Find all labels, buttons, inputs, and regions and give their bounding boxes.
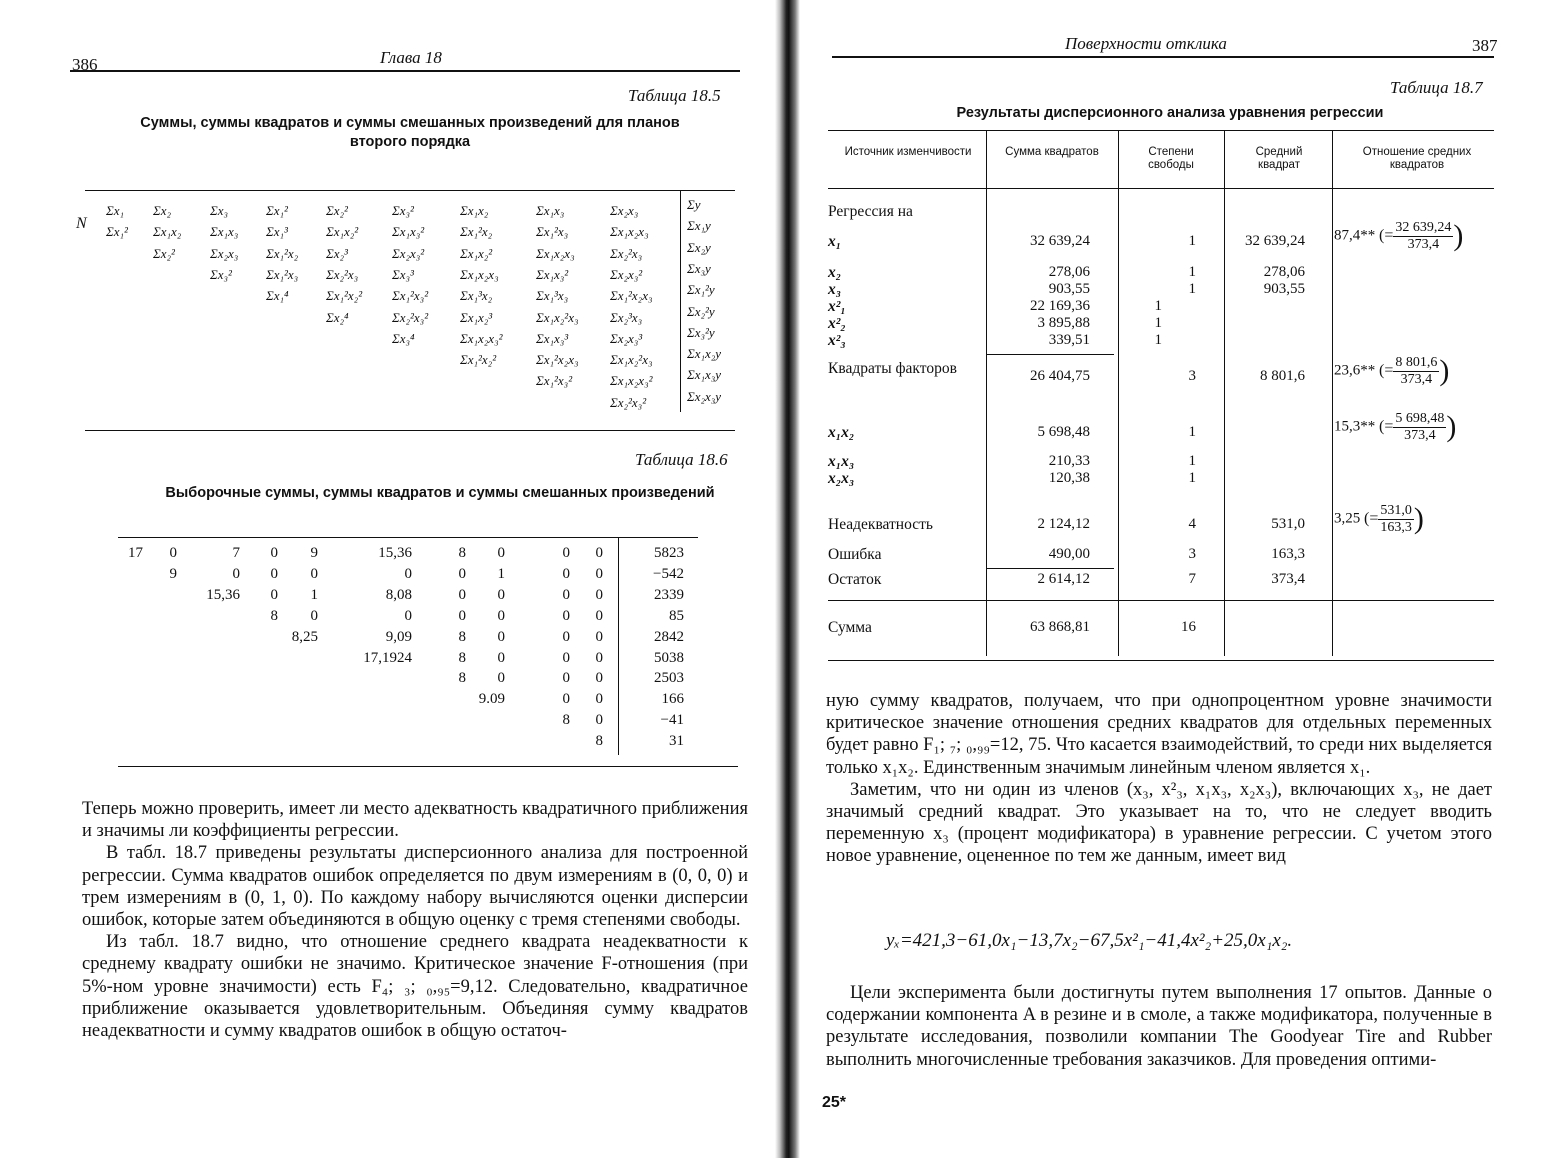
sample-cell: 15,36 — [206, 586, 240, 603]
table-18-7-title: Результаты дисперсионного анализа уравнения регрессии — [956, 105, 1384, 121]
sum-y-cell: Σy — [687, 197, 701, 212]
sample-cell: 0 — [458, 607, 466, 624]
sum-cell: Σx₁²x₂x₃ — [536, 352, 579, 368]
f-open-paren: (= — [1379, 362, 1394, 379]
f-denominator: 373,4 — [1400, 371, 1433, 387]
sum-cell: Σx₂² — [326, 203, 348, 218]
sample-cell: 17,1924 — [363, 649, 412, 666]
right-running-head: Поверхности отклика — [1065, 34, 1227, 53]
sum-cell: Σx₁x₃² — [392, 224, 425, 240]
table-18-5-title-line2: второго порядка — [349, 134, 471, 150]
sum-cell: Σx₁x₂²x₃ — [536, 309, 579, 325]
table-18-6-y-divider — [618, 537, 619, 755]
sum-cell: Σx₂x₃ — [210, 245, 239, 261]
sum-y-cell: Σx₁y — [687, 218, 711, 234]
sum-cell: Σx₃³ — [392, 266, 414, 282]
f-close-paren: ) — [1439, 354, 1450, 387]
sum-cell: Σx₁x₂x₃ — [536, 245, 575, 261]
anova-sum-squares: 32 639,24 — [1030, 233, 1090, 249]
sum-cell: Σx₃² — [210, 266, 232, 282]
anova-row-label: x₁x₃ — [828, 453, 855, 470]
sample-cell: 0 — [310, 607, 318, 624]
sum-cell: Σx₁x₃³ — [536, 330, 569, 346]
f-numerator: 5 698,48 — [1395, 410, 1445, 426]
sample-cell: 8 — [458, 628, 466, 645]
table-18-7-col-divider-3 — [1224, 130, 1225, 656]
anova-f-ratio — [1334, 502, 1424, 536]
sum-cell: Σx₁x₂x₃ — [460, 266, 499, 282]
sample-cell: 8 — [595, 733, 603, 750]
sample-cell: 8,08 — [385, 586, 412, 603]
sum-cell: Σx₁x₂² — [326, 224, 359, 240]
f-open-paren: (= — [1379, 418, 1394, 435]
sum-cell: Σx₁²x₂² — [326, 288, 363, 304]
sum-y-cell: Σx₁x₃y — [687, 367, 722, 383]
anova-df-sub: 1 — [1154, 332, 1162, 348]
regression-label: Регрессия на — [828, 203, 913, 220]
sample-cell: 0 — [595, 607, 603, 624]
sample-cell: 0 — [404, 607, 412, 624]
sample-cell: 0 — [458, 565, 466, 582]
sample-cell: 8 — [270, 607, 278, 624]
sample-cell: 0 — [562, 670, 570, 687]
anova-df: 3 — [1188, 546, 1196, 562]
sum-cell: Σx₂x₃² — [392, 245, 425, 261]
right-header-rule — [832, 56, 1494, 58]
f-fraction — [1393, 355, 1439, 388]
sum-cell: Σx₁x₃² — [536, 266, 569, 282]
f-fraction — [1393, 220, 1453, 253]
sample-cell: 0 — [310, 565, 318, 582]
sum-cell: Σx₁²x₃ — [266, 266, 299, 282]
sample-cell: 8 — [458, 545, 466, 561]
sum-cell: Σx₁⁴ — [266, 288, 289, 304]
anova-df: 1 — [1188, 453, 1196, 469]
sample-cell: 0 — [562, 607, 570, 624]
right-paragraph-2: Заметим, что ни один из членов (x₃, x²₃, x₁x₃, x₂x₃), включающих x₃, не дает значимый средний квадрат. Это указывает на то, что не следует вводить переменную x₃ (процент модификатора) в уравнение регрессии. С учетом этого новое уравнение, оцененное по тем же данным, имеет вид — [826, 779, 1492, 867]
sum-y-cell: Σx₁²y — [687, 282, 715, 298]
anova-df-sub: 1 — [1154, 315, 1162, 331]
sample-y-cell: 2503 — [654, 670, 684, 687]
sample-cell: 17 — [128, 545, 143, 561]
sample-cell: 0 — [497, 545, 505, 561]
sum-cell: Σx₁²x₃² — [392, 288, 429, 304]
sample-cell: 0 — [497, 628, 505, 645]
sum-cell: Σx₁³x₃ — [536, 288, 569, 304]
sample-cell: 0 — [270, 565, 278, 582]
sum-cell: Σx₂⁴ — [326, 309, 349, 325]
anova-row-label: x₃ — [828, 281, 842, 298]
sum-cell: Σx₂²x₃ — [610, 245, 643, 261]
anova-df: 3 — [1188, 368, 1196, 384]
anova-row-label: x₂ — [828, 264, 842, 281]
f-numerator: 531,0 — [1380, 502, 1412, 518]
f-open-paren: (= — [1364, 510, 1379, 527]
sample-cell: 0 — [562, 565, 570, 582]
sum-cell: Σx₁x₂x₃ — [610, 224, 649, 240]
anova-sum-squares: 903,55 — [1048, 281, 1090, 297]
sum-cell: Σx₁x₂²x₃ — [610, 352, 653, 368]
sample-cell: 0 — [562, 649, 570, 666]
book-spine — [775, 0, 800, 1158]
left-paragraph-2: В табл. 18.7 приведены результаты дисперсионного анализа для построенной регрессии. Сумма квадратов ошибок определяется по двум измерениям в (0, 0, 0) и трем измерениям в (0, 1, 0). По каждому набору вычисляются оценки дисперсии ошибок, которые затем объединяются в общую оценку с тремя степенями свободы. — [82, 843, 748, 931]
sum-cell: Σx₁x₃ — [210, 224, 239, 240]
anova-df: 1 — [1188, 233, 1196, 249]
header-mean-square: Средний квадрат — [1255, 146, 1303, 171]
anova-f-ratio — [1334, 410, 1456, 444]
table-18-5-bottom-rule — [85, 430, 735, 431]
sample-cell: 15,36 — [378, 545, 412, 561]
sum-cell: Σx₂x₃² — [610, 266, 643, 282]
f-close-paren: ) — [1413, 502, 1424, 535]
sum-cell: Σx₁³x₂ — [460, 288, 493, 304]
header-rule — [70, 70, 740, 72]
sample-y-cell: 166 — [661, 691, 684, 708]
sample-cell: 0 — [595, 691, 603, 708]
regression-formula: yₓ=421,3−61,0x₁−13,7x₂−67,5x²₁−41,4x²₂+25,0x₁x₂. — [886, 930, 1293, 951]
anova-mean-square: 278,06 — [1263, 264, 1305, 280]
sample-cell: 0 — [497, 649, 505, 666]
f-fraction — [1378, 503, 1414, 536]
sample-cell: 0 — [169, 545, 177, 561]
table-18-5-caption: Таблица 18.5 — [628, 86, 721, 105]
anova-mean-square: 531,0 — [1271, 516, 1305, 532]
sum-cell: Σx₁²x₃² — [536, 373, 573, 389]
header-sum-squares: Сумма квадратов — [1005, 146, 1099, 158]
right-page-number: 387 — [1472, 36, 1498, 55]
anova-sum-squares: 339,51 — [1048, 332, 1090, 348]
anova-sum-squares: 63 868,81 — [1030, 619, 1090, 635]
f-numerator: 32 639,24 — [1395, 219, 1452, 235]
sum-cell: Σx₁x₂ — [460, 203, 489, 218]
anova-df: 1 — [1188, 424, 1196, 440]
anova-f-ratio — [1334, 219, 1463, 253]
left-page-number: 386 — [72, 55, 98, 74]
sum-y-cell: Σx₁x₂y — [687, 346, 722, 362]
sample-cell: 0 — [404, 565, 412, 582]
sample-cell: 0 — [497, 586, 505, 603]
sum-cell: Σx₃² — [392, 203, 414, 218]
f-ratio-value: 87,4** — [1334, 227, 1376, 244]
sample-cell: 9.09 — [478, 691, 505, 708]
table-18-7-bottom-rule — [828, 660, 1494, 661]
anova-row-label: x₁x₂ — [828, 424, 855, 441]
table-18-7-col-divider-2 — [1118, 130, 1119, 656]
sample-cell: 0 — [562, 545, 570, 561]
anova-sum-squares: 2 614,12 — [1037, 571, 1090, 587]
sum-cell: Σx₁x₂ — [153, 224, 182, 240]
sum-y-cell: Σx₂y — [687, 239, 711, 255]
sample-y-cell: 5038 — [654, 649, 684, 666]
anova-df: 4 — [1188, 516, 1196, 532]
sum-cell: Σx₂³x₃ — [610, 309, 643, 325]
sum-cell: Σx₁²x₂ — [460, 224, 493, 240]
anova-row-label: x₁ — [828, 233, 842, 250]
sum-cell: Σx₁³ — [266, 224, 288, 240]
anova-f-ratio — [1334, 354, 1449, 388]
table-18-5-n-label: N — [76, 215, 87, 232]
sum-cell: Σx₂ — [153, 203, 172, 218]
sample-cell: 0 — [458, 586, 466, 603]
right-paragraph-3: Цели эксперимента были достигнуты путем выполнения 17 опытов. Данные о содержании компонента A в резине и в смоле, а также модификатора, полученные в результате исследования, позволили компании The Goodyear Tire and Rubber выполнить многочисленные требования заказчиков. Для проведения оптими- — [826, 983, 1492, 1070]
signature-mark: 25* — [822, 1094, 847, 1111]
sum-cell: Σx₃ — [210, 203, 229, 218]
f-ratio-value: 23,6** — [1334, 362, 1376, 379]
f-numerator: 8 801,6 — [1395, 354, 1438, 370]
anova-sum-squares: 5 698,48 — [1037, 424, 1090, 440]
sum-cell: Σx₂²x₃² — [610, 394, 647, 410]
sum-cell: Σx₁²x₂² — [460, 352, 497, 368]
sum-cell: Σx₁x₂x₃² — [460, 330, 503, 346]
f-fraction — [1393, 411, 1446, 444]
table-18-7-caption: Таблица 18.7 — [1390, 78, 1483, 97]
anova-sum-squares: 278,06 — [1048, 264, 1090, 280]
left-page — [0, 0, 775, 1158]
sample-cell: 8 — [458, 670, 466, 687]
left-body-text — [82, 798, 748, 1042]
sum-cell: Σx₂²x₃ — [326, 266, 359, 282]
anova-mean-square: 163,3 — [1271, 546, 1305, 562]
sum-cell: Σx₁² — [266, 203, 288, 218]
sum-cell: Σx₁²x₂ — [266, 245, 299, 261]
sample-y-cell: 2842 — [654, 628, 684, 645]
f-ratio-value: 15,3** — [1334, 418, 1376, 435]
sample-y-cell: 31 — [669, 733, 684, 750]
anova-df-sub: 1 — [1154, 298, 1162, 314]
subtotal-rule-1 — [986, 354, 1114, 355]
anova-row-label: Неадекватность — [828, 516, 933, 533]
sample-y-cell: −41 — [660, 712, 684, 729]
header-f-ratio: Отношение средних квадратов — [1362, 146, 1472, 171]
sum-cell: Σx₁x₂² — [460, 245, 493, 261]
table-18-5-title — [90, 114, 730, 152]
anova-row-label: Квадраты факторов — [828, 360, 957, 377]
anova-mean-square: 32 639,24 — [1245, 233, 1305, 249]
sum-cell: Σx₁x₂³ — [460, 309, 493, 325]
sample-cell: 0 — [562, 586, 570, 603]
sum-cell: Σx₁²x₂x₃ — [610, 288, 653, 304]
anova-sum-squares: 210,33 — [1048, 453, 1090, 469]
left-paragraph-1: Теперь можно проверить, имеет ли место адекватность квадратичного приближения и значимы ли коэффициенты регрессии. — [82, 799, 748, 842]
sum-cell: Σx₁² — [106, 224, 128, 240]
table-18-7-col-divider-4 — [1332, 130, 1333, 656]
sample-cell: 0 — [562, 628, 570, 645]
anova-sum-squares: 490,00 — [1048, 546, 1090, 562]
table-18-5-title-line1: Суммы, суммы квадратов и суммы смешанных произведений для планов — [140, 115, 680, 131]
sample-cell: 0 — [595, 586, 603, 603]
f-denominator: 373,4 — [1404, 427, 1436, 443]
header-source: Источник изменчивости — [844, 146, 972, 158]
right-page — [800, 0, 1568, 1158]
header-degrees-freedom: Степени свободы — [1148, 146, 1194, 171]
sum-cell: Σx₂x₃³ — [610, 330, 643, 346]
sample-y-cell: 85 — [669, 607, 684, 624]
sample-cell: 0 — [595, 712, 603, 729]
sample-cell: 8,25 — [291, 628, 318, 645]
right-body-text-2 — [826, 982, 1492, 1071]
sample-cell: 0 — [595, 670, 603, 687]
sample-cell: 8 — [562, 712, 570, 729]
anova-mean-square: 373,4 — [1271, 571, 1305, 587]
f-close-paren: ) — [1446, 410, 1457, 443]
anova-row-label: Ошибка — [828, 546, 882, 563]
sample-cell: 9 — [169, 565, 177, 582]
table-18-6-title: Выборочные суммы, суммы квадратов и суммы смешанных произведений — [165, 485, 715, 501]
sum-cell: Σx₂²x₃² — [392, 309, 429, 325]
anova-sum-squares: 120,38 — [1048, 470, 1090, 486]
sample-y-cell: 5823 — [654, 545, 684, 561]
sample-cell: 9,09 — [385, 628, 412, 645]
sample-cell: 0 — [595, 545, 603, 561]
table-18-7-col-divider-1 — [986, 130, 987, 656]
anova-row-label: x²₁ — [828, 298, 846, 315]
sample-cell: 1 — [310, 586, 318, 603]
sample-cell: 0 — [232, 565, 240, 582]
left-running-head: Глава 18 — [380, 48, 442, 67]
anova-row-label: x²₃ — [828, 332, 846, 349]
sample-cell: 0 — [497, 670, 505, 687]
anova-sum-squares: 26 404,75 — [1030, 368, 1090, 384]
sum-y-cell: Σx₂x₃y — [687, 388, 722, 404]
sum-cell: Σx₁x₃ — [536, 203, 565, 218]
anova-sum-squares: 3 895,88 — [1037, 315, 1090, 331]
anova-df: 1 — [1188, 264, 1196, 280]
sample-cell: 7 — [232, 545, 240, 561]
right-body-text — [826, 690, 1492, 868]
sample-cell: 0 — [270, 586, 278, 603]
sum-cell: Σx₂x₃ — [610, 203, 639, 218]
subtotal-rule-2 — [986, 568, 1114, 569]
f-denominator: 373,4 — [1407, 236, 1440, 252]
sample-cell: 0 — [595, 649, 603, 666]
sample-cell: 0 — [497, 607, 505, 624]
f-ratio-value: 3,25 — [1334, 510, 1361, 527]
sample-cell: 0 — [270, 545, 278, 561]
sum-cell: Σx₁x₂x₃² — [610, 373, 653, 389]
anova-df: 7 — [1188, 571, 1196, 587]
table-18-6-bottom-rule — [118, 766, 738, 767]
sum-y-cell: Σx₃²y — [687, 324, 715, 340]
anova-row-label: x₂x₃ — [828, 470, 855, 487]
sum-cell: Σx₁²x₃ — [536, 224, 569, 240]
table-18-5-top-rule — [85, 190, 735, 191]
sum-y-cell: Σx₂²y — [687, 303, 715, 319]
table-18-7-header-rule — [828, 188, 1494, 189]
anova-mean-square: 903,55 — [1263, 281, 1305, 297]
anova-mean-square: 8 801,6 — [1260, 368, 1305, 384]
anova-df: 1 — [1188, 470, 1196, 486]
sample-cell: 8 — [458, 649, 466, 666]
right-paragraph-1: ную сумму квадратов, получаем, что при однопроцентном уровне значимости критическое значение отношения средних квадратов для отдельных переменных будет равно F₁; ₇; ₀,₉₉=12, 75. Что касается взаимодействий, то среди них выделяется только x₁x₂. Единственным значимым линейным членом является x₁. — [826, 691, 1492, 778]
f-close-paren: ) — [1453, 219, 1464, 252]
anova-row-label: x²₂ — [828, 315, 846, 332]
anova-sum-squares: 22 169,36 — [1030, 298, 1090, 314]
sample-cell: 9 — [310, 545, 318, 561]
left-paragraph-3: Из табл. 18.7 видно, что отношение среднего квадрата неадекватности к среднему квадрату ошибки не значимо. Критическое значение F-отношения (при 5%-ном уровне значимости) есть F₄; ₃; ₀,₉₅=9,12. Следовательно, квадратичное приближение оказывается удовлетворительным. Объединяя сумму квадратов неадекватности и сумму квадратов ошибок в общую остаточ- — [82, 932, 748, 1042]
table-18-6-top-rule — [118, 537, 698, 538]
sum-y-cell: Σx₃y — [687, 260, 711, 276]
table-18-7-top-rule — [828, 130, 1494, 131]
sum-cell: Σx₂³ — [326, 245, 348, 261]
f-denominator: 163,3 — [1380, 519, 1412, 535]
anova-sum-squares: 2 124,12 — [1037, 516, 1090, 532]
sum-cell: Σx₂² — [153, 245, 175, 261]
sum-cell: Σx₁ — [106, 203, 125, 218]
anova-row-label: Сумма — [828, 619, 872, 636]
sample-cell: 0 — [562, 691, 570, 708]
sample-cell: 0 — [595, 628, 603, 645]
sample-cell: 1 — [497, 565, 505, 582]
table-18-7-total-rule — [828, 600, 1494, 601]
anova-df: 1 — [1188, 281, 1196, 297]
table-18-6-caption: Таблица 18.6 — [635, 450, 728, 469]
sample-y-cell: −542 — [653, 565, 684, 582]
sum-cell: Σx₃⁴ — [392, 330, 415, 346]
table-18-5-y-divider — [680, 190, 681, 412]
anova-row-label: Остаток — [828, 571, 882, 588]
anova-df: 16 — [1181, 619, 1196, 635]
sample-cell: 0 — [595, 565, 603, 582]
f-open-paren: (= — [1379, 227, 1394, 244]
sample-y-cell: 2339 — [654, 586, 684, 603]
